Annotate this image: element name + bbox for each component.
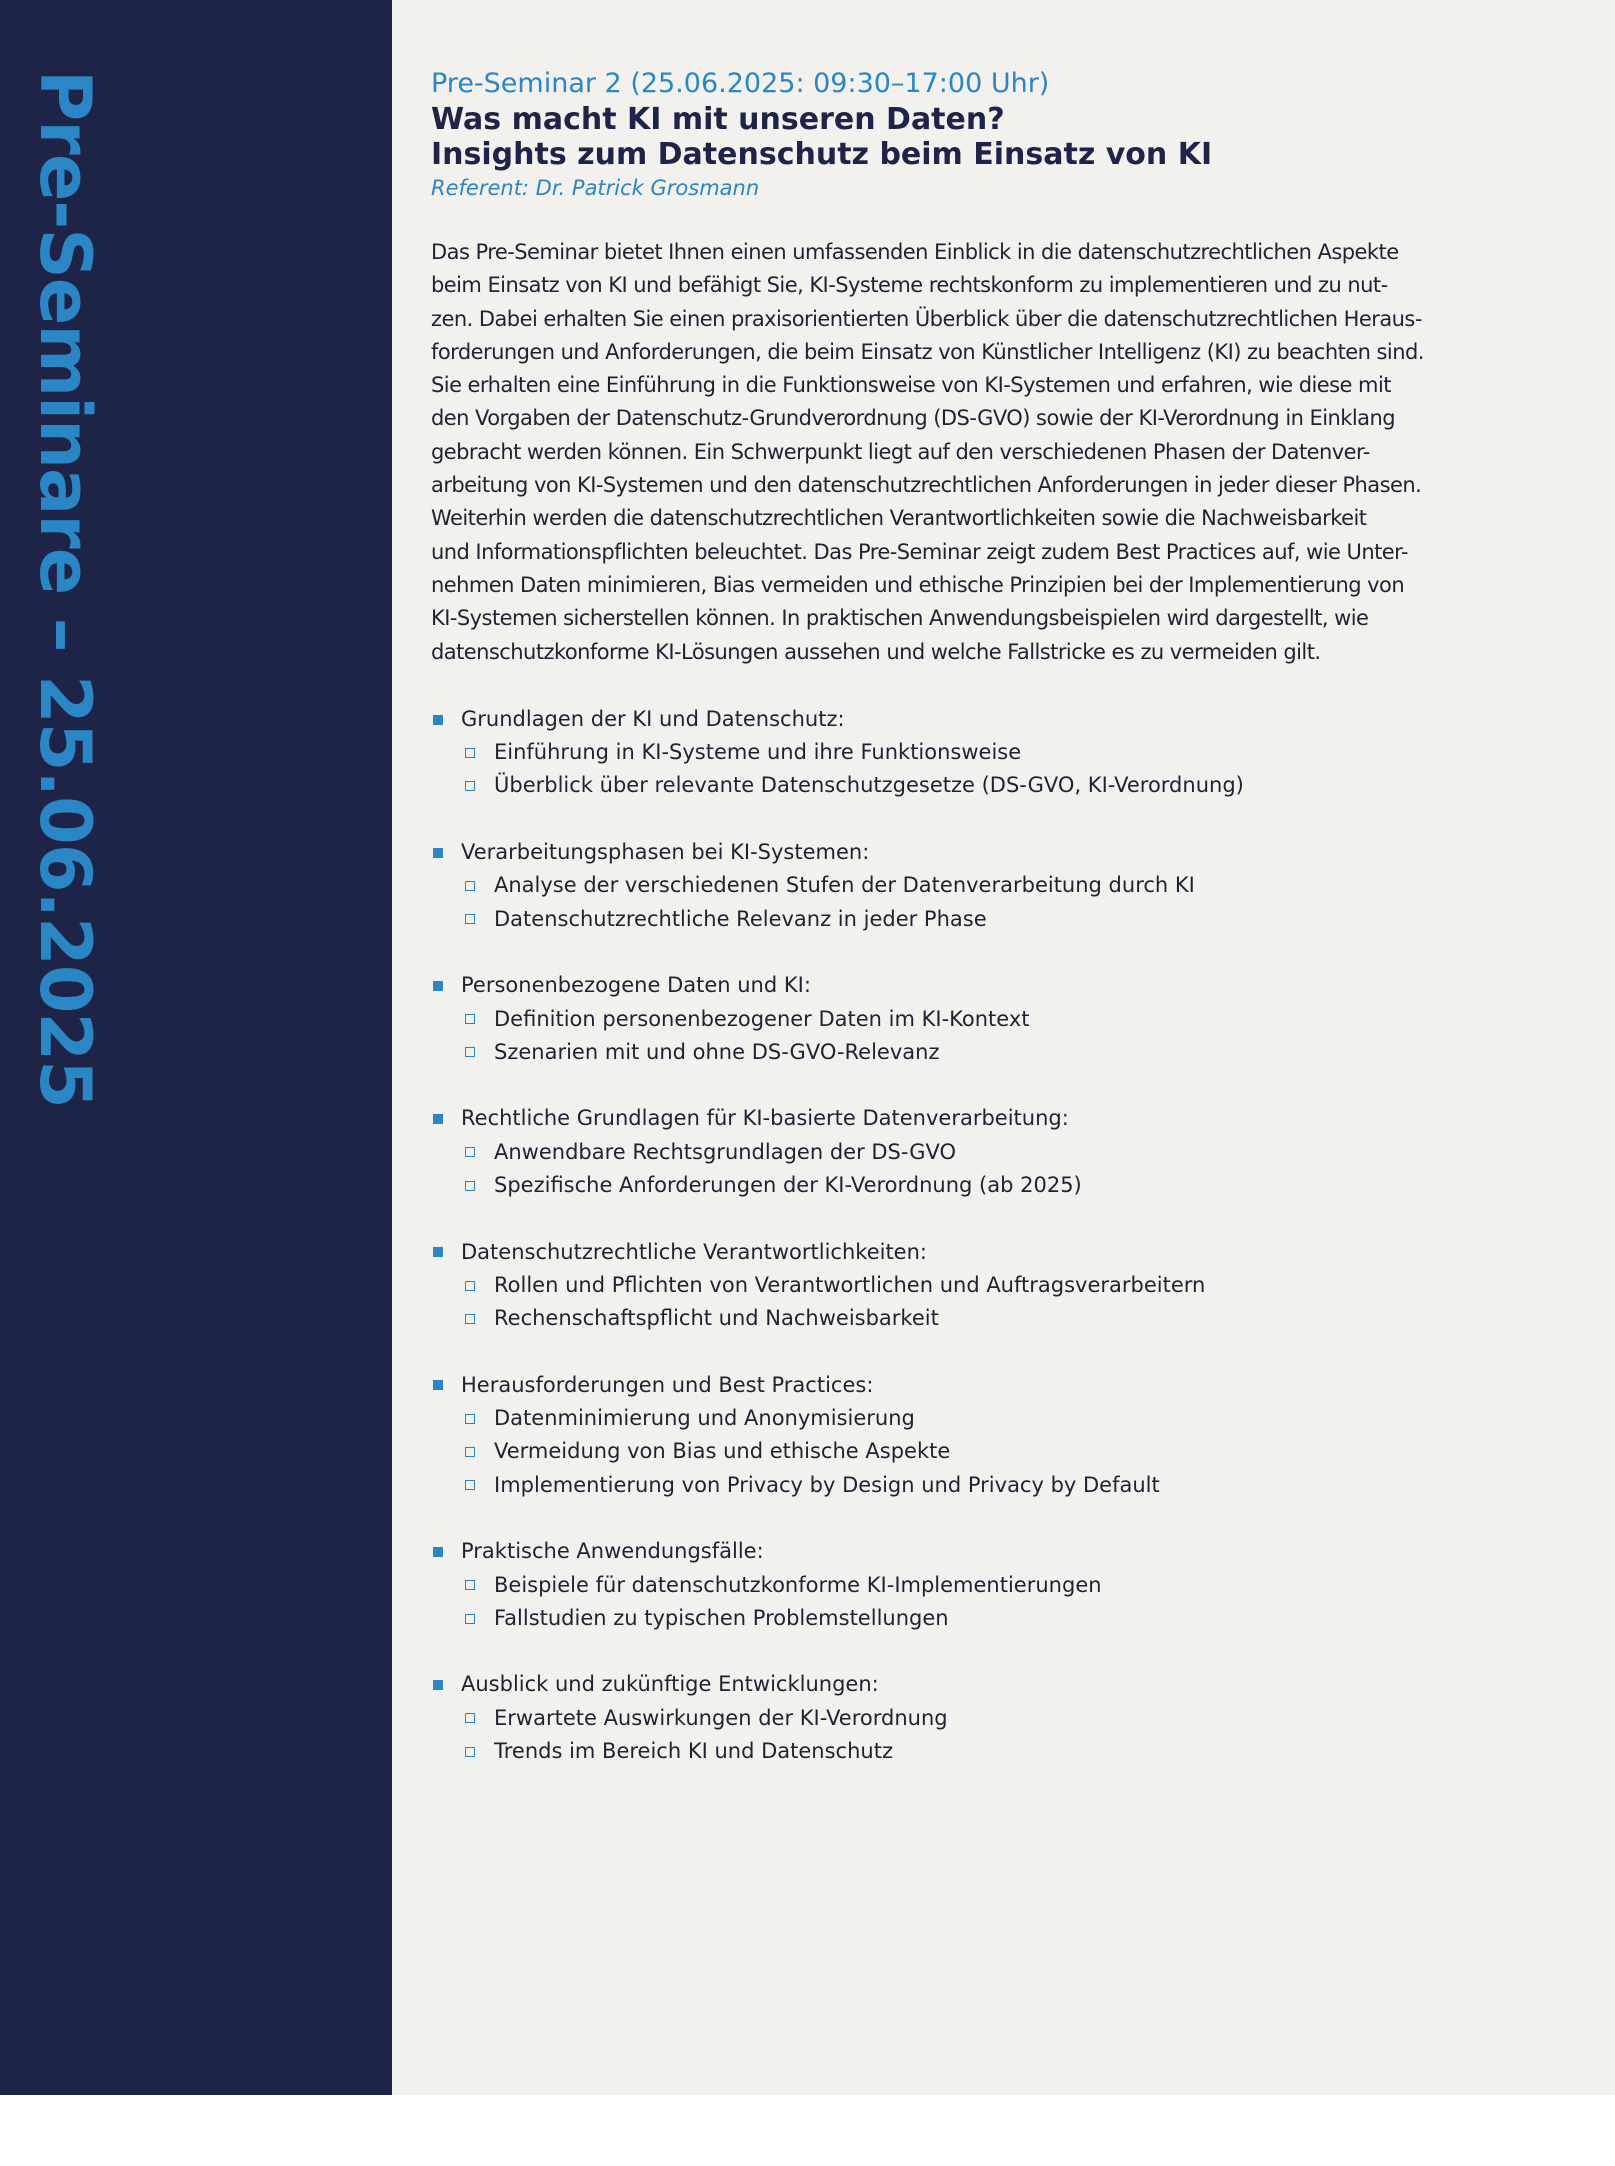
topic-heading <box>431 1535 1491 1568</box>
list-item-text: Datenschutzrechtliche Relevanz in jeder Phase <box>494 906 987 931</box>
topic-list <box>431 703 1491 1769</box>
topic-section <box>431 969 1491 1069</box>
open-square-bullet-icon <box>465 781 475 791</box>
list-item-text: Datenminimierung und Anonymisierung <box>494 1406 915 1431</box>
topic-heading <box>431 1236 1491 1269</box>
open-square-bullet-icon <box>465 1414 475 1424</box>
list-item <box>431 1435 1491 1468</box>
list-item-text: Implementierung von Privacy by Design und Privacy by Default <box>494 1472 1160 1497</box>
topic-title: Verarbeitungsphasen bei KI-Systemen: <box>461 840 870 865</box>
page-title-line-2: Insights zum Datenschutz beim Einsatz von KI <box>431 137 1213 172</box>
topic-section <box>431 836 1491 936</box>
main-content <box>431 66 1491 1802</box>
open-square-bullet-icon <box>465 1014 475 1024</box>
list-item-text: Anwendbare Rechtsgrundlagen der DS-GVO <box>494 1139 957 1164</box>
open-square-bullet-icon <box>465 1314 475 1324</box>
list-item <box>431 1136 1491 1169</box>
description <box>431 236 1491 669</box>
description-line: den Vorgaben der Datenschutz-Grundverordnung (DS-GVO) sowie der KI-Verordnung in Einklang <box>431 406 1396 431</box>
open-square-bullet-icon <box>465 1747 475 1757</box>
list-item-text: Definition personenbezogener Daten im KI-Kontext <box>494 1006 1030 1031</box>
list-item-text: Überblick über relevante Datenschutzgesetze (DS-GVO, KI-Verordnung) <box>494 773 1244 798</box>
open-square-bullet-icon <box>465 1447 475 1457</box>
filled-square-bullet-icon <box>433 1380 443 1390</box>
open-square-bullet-icon <box>465 1147 475 1157</box>
list-item-text: Analyse der verschiedenen Stufen der Datenverarbeitung durch KI <box>494 873 1195 898</box>
description-line: Das Pre-Seminar bietet Ihnen einen umfassenden Einblick in die datenschutzrechtlichen Aspekte <box>431 240 1399 264</box>
list-item-text: Szenarien mit und ohne DS-GVO-Relevanz <box>494 1039 940 1064</box>
list-item <box>431 1735 1491 1768</box>
list-item-text: Rollen und Pflichten von Verantwortlichen und Auftragsverarbeitern <box>494 1272 1206 1297</box>
topic-section <box>431 1102 1491 1202</box>
open-square-bullet-icon <box>465 748 475 758</box>
filled-square-bullet-icon <box>433 1547 443 1557</box>
referent: Referent: Dr. Patrick Grosmann <box>431 176 760 200</box>
open-square-bullet-icon <box>465 1047 475 1057</box>
topic-heading <box>431 969 1491 1002</box>
filled-square-bullet-icon <box>433 715 443 725</box>
list-item <box>431 1036 1491 1069</box>
list-item <box>431 1269 1491 1302</box>
topic-section <box>431 1535 1491 1635</box>
topic-section <box>431 703 1491 803</box>
description-line: zen. Dabei erhalten Sie einen praxisorientierten Überblick über die datenschutzrechtlichen Heraus- <box>431 306 1422 331</box>
list-item <box>431 1469 1491 1502</box>
filled-square-bullet-icon <box>433 1114 443 1124</box>
description-line: forderungen und Anforderungen, die beim Einsatz von Künstlicher Intelligenz (KI) zu beachten sind. <box>431 339 1424 364</box>
filled-square-bullet-icon <box>433 1247 443 1257</box>
description-line: datenschutzkonforme KI-Lösungen aussehen und welche Fallstricke es zu vermeiden gilt. <box>431 639 1321 664</box>
open-square-bullet-icon <box>465 1181 475 1191</box>
topic-heading <box>431 1102 1491 1135</box>
topic-title: Datenschutzrechtliche Verantwortlichkeiten: <box>461 1239 927 1264</box>
list-item <box>431 1402 1491 1435</box>
page-title-line-1: Was macht KI mit unseren Daten? <box>431 102 1005 137</box>
list-item-text: Rechenschaftspflicht und Nachweisbarkeit <box>494 1306 939 1331</box>
description-line: gebracht werden können. Ein Schwerpunkt liegt auf den verschiedenen Phasen der Datenver- <box>431 439 1370 464</box>
open-square-bullet-icon <box>465 1281 475 1291</box>
list-item-text: Erwartete Auswirkungen der KI-Verordnung <box>494 1705 948 1730</box>
list-item <box>431 1169 1491 1202</box>
topic-section <box>431 1236 1491 1336</box>
list-item <box>431 1569 1491 1602</box>
description-line: und Informationspflichten beleuchtet. Das Pre-Seminar zeigt zudem Best Practices auf, wie Unter- <box>431 539 1408 564</box>
topic-heading <box>431 836 1491 869</box>
description-line: KI-Systemen sicherstellen können. In praktischen Anwendungsbeispielen wird dargestellt, wie <box>431 606 1369 631</box>
open-square-bullet-icon <box>465 881 475 891</box>
topic-section <box>431 1668 1491 1768</box>
topic-title: Rechtliche Grundlagen für KI-basierte Datenverarbeitung: <box>461 1106 1069 1131</box>
bottom-margin <box>0 2095 1615 2166</box>
list-item <box>431 903 1491 936</box>
list-item <box>431 1602 1491 1635</box>
list-item-text: Spezifische Anforderungen der KI-Verordnung (ab 2025) <box>494 1173 1082 1198</box>
topic-heading <box>431 703 1491 736</box>
topic-title: Herausforderungen und Best Practices: <box>461 1372 874 1397</box>
list-item-text: Vermeidung von Bias und ethische Aspekte <box>494 1439 951 1464</box>
list-item <box>431 1302 1491 1335</box>
topic-section <box>431 1369 1491 1502</box>
list-item <box>431 1003 1491 1036</box>
open-square-bullet-icon <box>465 1614 475 1624</box>
open-square-bullet-icon <box>465 914 475 924</box>
list-item-text: Fallstudien zu typischen Problemstellungen <box>494 1605 949 1630</box>
list-item <box>431 769 1491 802</box>
seminar-date: Pre-Seminar 2 (25.06.2025: 09:30–17:00 Uhr) <box>431 68 1050 99</box>
topic-title: Ausblick und zukünftige Entwicklungen: <box>461 1672 879 1697</box>
open-square-bullet-icon <box>465 1480 475 1490</box>
list-item <box>431 736 1491 769</box>
description-line: beim Einsatz von KI und befähigt Sie, KI-Systeme rechtskonform zu implementieren und zu nut- <box>431 273 1388 298</box>
topic-title: Praktische Anwendungsfälle: <box>461 1539 764 1564</box>
list-item-text: Trends im Bereich KI und Datenschutz <box>494 1739 893 1764</box>
list-item <box>431 1702 1491 1735</box>
open-square-bullet-icon <box>465 1580 475 1590</box>
topic-heading <box>431 1668 1491 1701</box>
list-item-text: Beispiele für datenschutzkonforme KI-Implementierungen <box>494 1572 1102 1597</box>
open-square-bullet-icon <box>465 1713 475 1723</box>
description-line: Weiterhin werden die datenschutzrechtlichen Verantwortlichkeiten sowie die Nachweisbarkeit <box>431 506 1367 531</box>
list-item-text: Einführung in KI-Systeme und ihre Funktionsweise <box>494 740 1022 765</box>
filled-square-bullet-icon <box>433 848 443 858</box>
list-item <box>431 869 1491 902</box>
description-line: nehmen Daten minimieren, Bias vermeiden und ethische Prinzipien bei der Implementierung von <box>431 572 1405 597</box>
topic-heading <box>431 1369 1491 1402</box>
vertical-title: Pre-Seminare – 25.06.2025 <box>24 70 106 1108</box>
description-line: Sie erhalten eine Einführung in die Funktionsweise von KI-Systemen und erfahren, wie diese mit <box>431 373 1391 398</box>
filled-square-bullet-icon <box>433 1680 443 1690</box>
description-line: arbeitung von KI-Systemen und den datenschutzrechtlichen Anforderungen in jeder dieser Phasen. <box>431 473 1422 498</box>
sidebar <box>0 0 392 2095</box>
topic-title: Personenbezogene Daten und KI: <box>461 973 811 998</box>
filled-square-bullet-icon <box>433 981 443 991</box>
topic-title: Grundlagen der KI und Datenschutz: <box>461 706 845 731</box>
